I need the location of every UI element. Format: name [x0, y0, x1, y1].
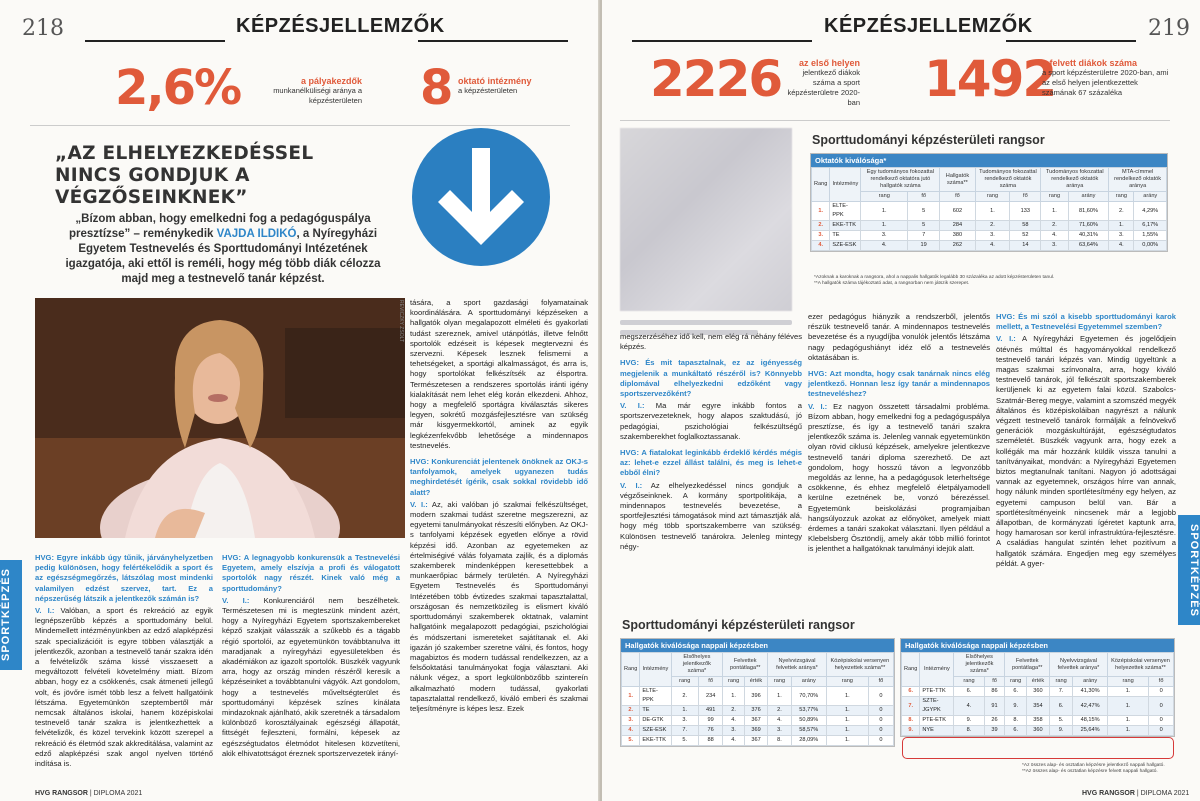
- page-number: 219: [1148, 16, 1190, 41]
- value-cell: 4.: [954, 697, 984, 716]
- footnote-2: **Az összes alap- és osztatlan képzésre felvett nappali hallgató.: [1022, 769, 1158, 774]
- value-cell: 9.: [1049, 726, 1072, 736]
- column-header: Középiskolai versenyen helyezettek száma**: [1107, 653, 1173, 677]
- value-cell: 5: [908, 221, 940, 231]
- value-cell: 1,55%: [1134, 231, 1167, 241]
- footer-brand: HVG RANGSOR: [1082, 790, 1135, 797]
- column-subheader: rang: [1109, 192, 1134, 202]
- column-subheader: rang: [954, 677, 984, 687]
- photo-credit: REVICZKY ZSOLT: [398, 300, 404, 343]
- value-cell: 354: [1026, 697, 1049, 716]
- interview-question: HVG: Azt mondta, hogy csak tanárnak nincs elég jelentkező. Honnan lesz így tanár a mindennapos testneveléshez?: [808, 369, 990, 399]
- rank-cell: 3.: [622, 716, 640, 726]
- value-cell: 0: [868, 726, 893, 736]
- value-cell: 1.: [1107, 726, 1148, 736]
- table-footnote: [814, 275, 1164, 287]
- column-header: Rang: [622, 653, 640, 687]
- column-header: Rang: [902, 653, 920, 687]
- interview-answer: [410, 500, 588, 714]
- stat-value: 2,6%: [115, 60, 241, 116]
- value-cell: 0: [1149, 687, 1174, 697]
- table-row: [812, 231, 1167, 241]
- stat-value: 1492: [924, 50, 1056, 108]
- students-table-right: [901, 652, 1174, 736]
- value-cell: 8.: [954, 726, 984, 736]
- table-row: [622, 736, 894, 746]
- answer-speaker: V. I.:: [808, 401, 828, 411]
- institution-cell: EKE-TTK: [640, 736, 671, 746]
- ranking-table-students-left: [620, 638, 895, 747]
- value-cell: 4,29%: [1134, 202, 1167, 221]
- value-cell: 1.: [1041, 202, 1068, 221]
- value-cell: 7: [908, 231, 940, 241]
- value-cell: 5.: [671, 736, 698, 746]
- interview-answer: [35, 606, 213, 769]
- value-cell: 39: [984, 726, 1005, 736]
- stat-label-text: a képzésterületen: [458, 86, 518, 95]
- answer-speaker: V. I.:: [222, 595, 250, 605]
- value-cell: 2.: [768, 706, 792, 716]
- stat-label-text: munkanélküliségi aránya a képzésterületen: [273, 86, 362, 105]
- column-subheader: fő: [1149, 677, 1174, 687]
- article-column-2: [222, 553, 400, 761]
- article-column-1: [35, 553, 213, 771]
- rank-cell: 2.: [812, 221, 830, 231]
- institution-cell: NYE: [920, 726, 954, 736]
- footer-edition: DIPLOMA 2021: [1140, 790, 1190, 797]
- interview-question: HVG: Konkurenciát jelentenek önöknek az OKJ-s tanfolyamok, amelyek ugyanezen tudás meghirdetését ígérik, csak sokkal rövidebb idő alatt?: [410, 457, 588, 497]
- column-header: MTA-címmel rendelkező oktatók aránya: [1109, 168, 1167, 192]
- value-cell: 1.: [826, 726, 868, 736]
- value-cell: 4.: [975, 241, 1010, 251]
- answer-text: Ez nagyon összetett társadalmi probléma. Bízom abban, hogy emelkedni fog a pedagóguspálya presztízse, és így a testnevelő tanári szakra jelentkezők száma is. Jelenleg vannak egyetemünkön olyan rövid ciklusú képzések, amelyekre jelentkezve testnevelő tanári diploma szerezhető. De azt gondolom, hogy hosszú távon a legvonzóbb megoldás az lenne, ha a pedagógusok leterheltsége csökkenne, és ehhez megfelelő életpályamodell kerülne ezetnének be, vonzó bérezéssel. Egyetemünk beiskolázási programjaiban hangsúlyozzuk azokat az előnyöket, amelyek miatt érdemes a tanári szakokat választani. Ilyen például a Klebelsberg Ösztöndíj, amely akár több millió forintot is jelenthet a hallgatóknak tanulmányi idejük alatt.: [808, 401, 990, 554]
- column-subheader: fő: [698, 677, 722, 687]
- column-subheader: rang: [1041, 192, 1068, 202]
- footnote-1: *Az összes alap- és osztatlan képzésre jelentkező nappali hallgató.: [1022, 763, 1165, 768]
- ranking-title: Sporttudományi képzésterületi rangsor: [622, 618, 855, 632]
- faculty-table: [811, 167, 1167, 251]
- rank-cell: 1.: [812, 202, 830, 221]
- right-page: [602, 0, 1200, 801]
- faculty-table-body: [812, 202, 1167, 251]
- value-cell: 14: [1010, 241, 1041, 251]
- value-cell: 40,31%: [1068, 231, 1109, 241]
- value-cell: 1.: [861, 202, 908, 221]
- table-row: [812, 202, 1167, 221]
- rank-cell: 9.: [902, 726, 920, 736]
- value-cell: 76: [698, 726, 722, 736]
- value-cell: 48,15%: [1073, 716, 1108, 726]
- value-cell: 86: [984, 687, 1005, 697]
- value-cell: 41,30%: [1073, 687, 1108, 697]
- value-cell: 1.: [826, 687, 868, 706]
- answer-text: Az elhelyezkedéssel nincs gondjuk a végzőseinknek. A kormány sportpolitikája, a mindennapos testnevelés bevezetése, a sportfejlesztési támogatások mind azt támasztják alá, hogy még több sportszakemberre van szükség. Különösen testnevelő tanárokra. Jelenleg mintegy négy-: [620, 480, 802, 551]
- answer-text: Ma már egyre inkább fontos a sportszervezeteknek, hogy alapos szaktudású, jó pedagógiai, pszichológiai felkészültségű szakemberekhet foglalkoztassanak.: [620, 401, 802, 441]
- column-subheader: rang: [1005, 677, 1026, 687]
- value-cell: 6.: [1005, 726, 1026, 736]
- value-cell: 3.: [671, 716, 698, 726]
- highlight-nye-row: [902, 737, 1174, 759]
- value-cell: 6.: [954, 687, 984, 697]
- value-cell: 1.: [768, 687, 792, 706]
- column-subheader: rang: [861, 192, 908, 202]
- value-cell: 3.: [1109, 231, 1134, 241]
- column-header: Tudományos fokozattal rendelkező oktatók száma: [975, 168, 1041, 192]
- column-subheader: arány: [791, 677, 826, 687]
- value-cell: 491: [698, 706, 722, 716]
- value-cell: 6.: [1049, 697, 1072, 716]
- stat-label-bold: a felvett diákok száma: [1042, 58, 1138, 68]
- column-header: Felvettek pontátlaga**: [1005, 653, 1049, 677]
- value-cell: 0: [868, 706, 893, 716]
- value-cell: 234: [698, 687, 722, 706]
- header-rule: [632, 40, 812, 42]
- column-header: Intézmény: [640, 653, 671, 687]
- value-cell: 0: [1149, 697, 1174, 716]
- value-cell: 2.: [1109, 202, 1134, 221]
- column-header: Elsőhelyes jelentkezők száma*: [671, 653, 723, 677]
- value-cell: 8.: [768, 736, 792, 746]
- interview-answer: [222, 596, 400, 759]
- article-paragraph: tására, a sport gazdasági folyamatainak koordinálására. A sporttudományi képzéseken a hallgatók olyan megalapozott elméleti és gyakorlati tudást szereznek, amivel utánpótlás, illetve felnőtt sportolók edzéseit is képesek megtervezni és szervezni. Képesek lesznek felismerni a tehetségeket, a sportági alkalmasságot, és arra is, hogy sportolókat felkészítsék az élsportra. Természetesen a rendszeres sportolás iránti igény kialakítását nem lehet elég korán elkezdeni. Ahhoz, hogy a megfelelő sportágra kiválasztás sikeres legyen, sokrétű mozgásfejlesztésre van szükség már kisgyermekkortól, aminek az egyik legkézenfekvőbb lehetősége a mindennapos testnevelés.: [410, 298, 588, 450]
- value-cell: 1.: [1107, 697, 1148, 716]
- value-cell: 4.: [768, 716, 792, 726]
- value-cell: 1.: [861, 221, 908, 231]
- section-side-tab: SPORTKÉPZÉS: [1178, 515, 1200, 625]
- institution-cell: EKE-TTK: [830, 221, 861, 231]
- footer-brand: HVG RANGSOR: [35, 790, 88, 797]
- institution-cell: ELTE-PPK: [830, 202, 861, 221]
- institution-cell: SZTE-JGYPK: [920, 697, 954, 716]
- page-footer: HVG RANGSOR | DIPLOMA 2021: [1082, 790, 1190, 797]
- value-cell: 3.: [768, 726, 792, 736]
- section-header: KÉPZÉSJELLEMZŐK: [236, 15, 445, 37]
- institution-cell: SZE-ESK: [640, 726, 671, 736]
- institution-cell: DE-GTK: [640, 716, 671, 726]
- value-cell: 4.: [1041, 231, 1068, 241]
- table-row: [902, 716, 1174, 726]
- students-table-left-body: [622, 687, 894, 746]
- institution-cell: ELTE-PPK: [640, 687, 671, 706]
- footnote-2: **A hallgatók száma tájékoztató adat, a rangsorban nem játszik szerepet.: [814, 281, 970, 286]
- column-subheader: arány: [1068, 192, 1109, 202]
- stat-value: 2226: [650, 50, 782, 108]
- interview-question: HVG: A legnagyobb konkurensük a Testnevelési Egyetem, amely elszívja a profi és válogatott sportolók nagy részét. Kinek való még a sporttudomány?: [222, 553, 400, 593]
- article-headline: „AZ ELHELYEZKEDÉSSEL NINCS GONDJUK A VÉGZŐSEINKNEK”: [55, 143, 314, 208]
- column-subheader: érték: [744, 677, 767, 687]
- value-cell: 28,09%: [791, 736, 826, 746]
- value-cell: 376: [744, 706, 767, 716]
- stat-label: [1042, 58, 1172, 98]
- value-cell: 7.: [671, 726, 698, 736]
- article-column-b: [808, 312, 990, 557]
- value-cell: 1.: [1109, 221, 1134, 231]
- interview-question: HVG: A fiatalokat leginkább érdeklő kérdés mégis az: lehet-e ezzel állást találni, és meg is lehet-e ebből élni?: [620, 448, 802, 478]
- value-cell: 3.: [1041, 241, 1068, 251]
- table-subtitle: Hallgatók kiválósága nappali képzésben: [901, 639, 1174, 652]
- value-cell: 25,64%: [1073, 726, 1108, 736]
- value-cell: 367: [744, 736, 767, 746]
- value-cell: 9.: [954, 716, 984, 726]
- value-cell: 284: [940, 221, 975, 231]
- stat-label-bold: oktató intézmény: [458, 76, 532, 86]
- value-cell: 1.: [671, 706, 698, 716]
- column-header: Középiskolai versenyen helyezettek száma**: [826, 653, 893, 677]
- column-header: Nyelvvizsgával felvettek aránya*: [1049, 653, 1107, 677]
- section-side-tab: SPORTKÉPZÉS: [0, 560, 22, 670]
- institution-cell: TE: [640, 706, 671, 716]
- column-header: Tudományos fokozattal rendelkező oktatók aránya: [1041, 168, 1109, 192]
- value-cell: 0: [868, 687, 893, 706]
- interviewee-name: VAJDA ILDIKÓ: [216, 228, 297, 240]
- rank-cell: 7.: [902, 697, 920, 716]
- interview-question: HVG: És mi szól a kisebb sporttudományi karok mellett, a Testnevelési Egyetemmel szemben?: [996, 312, 1176, 332]
- column-header: Egy tudományos fokozattal rendelkező oktatóra jutó hallgatók száma: [861, 168, 940, 192]
- column-header: Elsőhelyes jelentkezők száma*: [954, 653, 1005, 677]
- value-cell: 1.: [1107, 687, 1148, 697]
- students-table-right-body: [902, 687, 1174, 736]
- column-subheader: rang: [826, 677, 868, 687]
- column-header: Nyelvvizsgával felvettek aránya*: [768, 653, 827, 677]
- ranking-table-students-right: [900, 638, 1175, 737]
- value-cell: 58: [1010, 221, 1041, 231]
- value-cell: 52: [1010, 231, 1041, 241]
- value-cell: 1.: [975, 202, 1010, 221]
- blurred-advertisement: [620, 128, 792, 311]
- value-cell: 63,64%: [1068, 241, 1109, 251]
- column-subheader: arány: [1134, 192, 1167, 202]
- value-cell: 2.: [671, 687, 698, 706]
- students-table-left: [621, 652, 894, 746]
- value-cell: 602: [940, 202, 975, 221]
- value-cell: 380: [940, 231, 975, 241]
- column-subheader: fő: [984, 677, 1005, 687]
- rank-cell: 8.: [902, 716, 920, 726]
- value-cell: 71,60%: [1068, 221, 1109, 231]
- table-row: [622, 687, 894, 706]
- ranking-title: Sporttudományi képzésterületi rangsor: [812, 133, 1045, 147]
- value-cell: 7.: [1049, 687, 1072, 697]
- article-column-c: [996, 312, 1176, 571]
- article-paragraph: ezer pedagógus hiányzik a rendszerből, jelentős részük testnevelő tanár. A mindennapos testnevelés bevezetése és a nyugdíjba vonulók jelentős létszáma nagy pedagógushiányt idéz elő a testnevelés oktatásában is.: [808, 312, 990, 362]
- table-row: [622, 706, 894, 716]
- header-rule: [1006, 40, 1136, 42]
- value-cell: 3.: [861, 231, 908, 241]
- page-number: 218: [22, 16, 64, 41]
- value-cell: 133: [1010, 202, 1041, 221]
- table-subtitle: Oktatók kiválósága*: [811, 154, 1167, 167]
- article-column-3: [410, 298, 588, 716]
- stat-label-bold: az első helyen: [798, 58, 860, 68]
- stat-label: [458, 76, 578, 96]
- value-cell: 0: [1149, 726, 1174, 736]
- answer-speaker: V. I.:: [410, 499, 428, 509]
- table-subtitle: Hallgatók kiválósága nappali képzésben: [621, 639, 894, 652]
- article-lede: [58, 212, 388, 287]
- value-cell: 358: [1026, 716, 1049, 726]
- page-footer: HVG RANGSOR | DIPLOMA 2021: [35, 790, 143, 797]
- column-header: Intézmény: [830, 168, 861, 202]
- column-subheader: fő: [940, 192, 975, 202]
- ranking-table-faculty: [810, 153, 1168, 252]
- answer-speaker: V. I.:: [35, 606, 55, 616]
- institution-cell: SZE-ESK: [830, 241, 861, 251]
- lede-text: „Bízom abban, hogy emelkedni fog a pedagóguspálya presztízse” – reménykedik: [68, 213, 371, 240]
- column-subheader: érték: [1026, 677, 1049, 687]
- rank-cell: 1.: [622, 687, 640, 706]
- column-subheader: rang: [723, 677, 745, 687]
- interview-question: HVG: És mit tapasztalnak, ez az igényesség megjelenik a munkáltató részéről is? Könnyebb diplomával elhelyezkedni edzőként vagy sportszervezőként?: [620, 358, 802, 399]
- rank-cell: 4.: [622, 726, 640, 736]
- rank-cell: 6.: [902, 687, 920, 697]
- value-cell: 2.: [975, 221, 1010, 231]
- value-cell: 6,17%: [1134, 221, 1167, 231]
- stat-value: 8: [420, 60, 452, 116]
- value-cell: 91: [984, 697, 1005, 716]
- institution-cell: PTE-TTK: [920, 687, 954, 697]
- table-row: [622, 726, 894, 736]
- value-cell: 1.: [723, 687, 745, 706]
- column-subheader: rang: [768, 677, 792, 687]
- table-row: [902, 687, 1174, 697]
- value-cell: 2.: [723, 706, 745, 716]
- header-rule: [85, 40, 225, 42]
- value-cell: 50,89%: [791, 716, 826, 726]
- value-cell: 5.: [1049, 716, 1072, 726]
- answer-text: Konkurenciáról nem beszélhetek. Természetesen mi is megteszünk mindent azért, hogy a Nyíregyházi Egyetem sportszakembereket képző szakjait válasszák a szűkebb és a tágabb régió sportolói, az egyetemünkön továbbtanulva itt maradjanak a nyíregyházi egyesületekben és akadémiákon az igazolt sportolók. Büszkék vagyunk arra, hogy az ország minden részéről keresik a képzéseinket a továbbtanulni vágyók. Azt gondolom, hogy a testnevelés műveltségterület és sporttudományi képzések színes kínálata mindazoknak ajánlható, akik szeretnék a társadalom különböző korosztályainak egészségi állapotát, fittségét fejleszteni, formálni, képesek az egészségtudatos életmódot hitelesen közvetíteni, akik elhivatottságot éreznek sportszervezetek irányí-: [222, 595, 400, 758]
- header-rule: [418, 40, 568, 42]
- institution-cell: PTE-ETK: [920, 716, 954, 726]
- footer-edition: DIPLOMA 2021: [93, 790, 143, 797]
- column-header: Intézmény: [920, 653, 954, 687]
- answer-text: Valóban, a sport és rekreáció az egyik legnépszerűbb képzés a sporttudomány belül. Mindemellett intézményünkben az edző alapképzési szak specializációit is egyre többen választják a jelentkezők, azonban a testnevelő tanár szakra idén a felvételizők száma kissé visszaesett a megváltozott felvételi követelmény miatt. Bízom abban, hogy ez a csökkenés, csak átmeneti jellegű volt, és jövőre ismét több lesz a felvett hallgatóink létszáma. Egyetemünkön szeptembertől már nemcsak általános iskolai, hanem középiskolai testnevelő tanár szakra is jelentkezhettek a felvételizők, és közel tervekink között szerepel a rekreáció és életmód szak akkreditálása, valamint az edző alapképzési szak angol nyelven történő indítása is.: [35, 606, 213, 769]
- value-cell: 42,47%: [1073, 697, 1108, 716]
- answer-text: Az, aki valóban jó szakmai felkészültséget, modern szakmai tudást szeretne megszerezni, az egyetemi tanulmányokat részesíti előnyben. Az OKJ-s tanfolyami képzések egyetlen előnye a rövid képzési idő. Azonban az egyetemeken az értelmiségivé válás folyamata zajlik, és a diplomás szakemberek mindenképpen keresettebbek a munkaerőpiac bármely területén. A Nyíregyházi Egyetem Testnevelés és Sporttudományi Intézetében több évtizedes szakmai tapasztalattal, országosan és nemzetközileg is elismert kiváló sporttudományi szakemberek oktatnak, valamint hallgatóink megalapozott pedagógiai, pszichológiai és módszertani ismereteket sajátítanak el. Aki igazán jó szakember szeretne válni, és fontos, hogy magabiztos és modern tudással rendelkezzen, az a felsőoktatási tanulmányokat fogja választani. Aki nálunk végez, a sport legkülönbözőbb szintereín alkalmazható modern tudással, gyakorlati tapasztalattal rendelkező, kiváló emberi és szakmai teljesítményre is képes lesz. Ezek: [410, 499, 588, 713]
- value-cell: 4.: [723, 736, 745, 746]
- answer-speaker: V. I.:: [620, 480, 643, 490]
- interview-answer: [620, 481, 802, 552]
- column-subheader: rang: [1107, 677, 1148, 687]
- column-subheader: fő: [1010, 192, 1041, 202]
- column-subheader: rang: [1049, 677, 1072, 687]
- divider: [30, 125, 570, 126]
- stat-label-text: jelentkező diákok száma a sport képzésterületre 2020-ban: [787, 68, 860, 107]
- value-cell: 0: [868, 736, 893, 746]
- value-cell: 262: [940, 241, 975, 251]
- rank-cell: 2.: [622, 706, 640, 716]
- down-arrow-icon: [412, 128, 550, 266]
- table-row: [812, 241, 1167, 251]
- value-cell: 360: [1026, 726, 1049, 736]
- value-cell: 1.: [1107, 716, 1148, 726]
- value-cell: 369: [744, 726, 767, 736]
- table-footnote: [1022, 763, 1182, 775]
- stat-label-text: a sport képzésterületre 2020-ban, ami az első helyen jelentkezettek számának 67 százaléka: [1042, 68, 1169, 97]
- value-cell: 81,60%: [1068, 202, 1109, 221]
- column-subheader: arány: [1073, 677, 1108, 687]
- stat-label: [780, 58, 860, 108]
- value-cell: 1.: [826, 736, 868, 746]
- column-subheader: rang: [975, 192, 1010, 202]
- article-column-a: [620, 332, 802, 554]
- table-row: [902, 697, 1174, 716]
- value-cell: 99: [698, 716, 722, 726]
- value-cell: 1.: [826, 706, 868, 716]
- value-cell: 88: [698, 736, 722, 746]
- portrait-photo: [35, 298, 405, 538]
- value-cell: 6.: [1005, 687, 1026, 697]
- value-cell: 0: [868, 716, 893, 726]
- section-header: KÉPZÉSJELLEMZŐK: [824, 15, 1033, 37]
- value-cell: 367: [744, 716, 767, 726]
- interview-answer: [620, 401, 802, 442]
- value-cell: 4.: [861, 241, 908, 251]
- value-cell: 19: [908, 241, 940, 251]
- value-cell: 58,57%: [791, 726, 826, 736]
- column-subheader: rang: [671, 677, 698, 687]
- stat-label-bold: a pályakezdők: [300, 76, 362, 86]
- column-header: Felvettek pontátlaga**: [723, 653, 768, 677]
- value-cell: 396: [744, 687, 767, 706]
- table-row: [902, 726, 1174, 736]
- footnote-1: *Azoknak a karoknak a rangsora, ahol a nappalis hallgatók legalább 30 százaléka az adott képzésterületen tanul.: [814, 275, 1055, 280]
- rank-cell: 4.: [812, 241, 830, 251]
- value-cell: 53,77%: [791, 706, 826, 716]
- answer-text: A Nyíregyházi Egyetemen és jogelődjein ötévnés múlttal és hagyományokkal rendelkező testnevelő tanári képzés van. Mindig ügyeltünk a magas szakmai színvonalra, arra, hogy kiváló testnevelő tanárok, jól felkészült sportszakemberek kerüljenek ki az egyetem falai közül. Szabolcs-Szatmár-Bereg megye, valamint a szomszéd megyék általános és középiskoláiban nagyrészt a nálunk végzett testnevelő tanárok formálják a felnövekvő generációk mozgáskultúráját, egészségtudatos személetét. Büszkék vagyunk arra, hogy ezek a kollégák ma már hozzánk küldik vissza tanulni a tanítványaikat, mondván: a Nyíregyházi Egyetemen biztos megtanulnak tanítani. Nagyon jó adottságai vannak az egyetemnek, országos hírre van annak, hogy nálunk minden sportlétesítmény egy helyen, az egyetemi campuson belül van. Bár a sportlétesítményeink nincsenek már a legjobb állapotban, de kormányzati ígéretet kaptunk arra, hogy hamarosan sor kerül infrastruktúra-fejlesztésre. A családias hangulat szintén lehet pozitívum a hallgatók számára. Engedjen meg egy személyes példát. A gyer-: [996, 334, 1176, 568]
- value-cell: 4.: [723, 716, 745, 726]
- value-cell: 5: [908, 202, 940, 221]
- lede-text: , a Nyíregyházi Egyetem Testnevelés és Sporttudományi Intézetének igazgatója, aki ettől is reméli, hogy még több diák célozza majd meg a testnevelő tanár képzést.: [65, 228, 381, 285]
- interview-answer: [808, 402, 990, 555]
- value-cell: 8.: [1005, 716, 1026, 726]
- value-cell: 26: [984, 716, 1005, 726]
- answer-speaker: V. I.:: [620, 401, 645, 411]
- column-header: Hallgatók száma**: [940, 168, 975, 192]
- value-cell: 360: [1026, 687, 1049, 697]
- value-cell: 4.: [1109, 241, 1134, 251]
- table-row: [622, 716, 894, 726]
- value-cell: 3.: [723, 726, 745, 736]
- value-cell: 1.: [826, 716, 868, 726]
- value-cell: 3.: [975, 231, 1010, 241]
- value-cell: 9.: [1005, 697, 1026, 716]
- rank-cell: 3.: [812, 231, 830, 241]
- value-cell: 0: [1149, 716, 1174, 726]
- stat-label: [242, 76, 362, 106]
- table-row: [812, 221, 1167, 231]
- interview-question: HVG: Egyre inkább úgy tűnik, járványhelyzetben pedig különösen, hogy felértékelődik a sport és az egészségmegőrzés, látszólag most mindenki valamilyen edzést szervez, tart. Ez a népszerűség látszik a jelentkezők számán is?: [35, 553, 213, 603]
- rank-cell: 5.: [622, 736, 640, 746]
- answer-speaker: V. I.:: [996, 334, 1016, 344]
- value-cell: 2.: [1041, 221, 1068, 231]
- value-cell: 0,00%: [1134, 241, 1167, 251]
- article-paragraph: megszerzéséhez idő kell, nem elég rá néhány féléves képzés.: [620, 332, 802, 352]
- column-header: Rang: [812, 168, 830, 202]
- column-subheader: fő: [908, 192, 940, 202]
- institution-cell: TE: [830, 231, 861, 241]
- interview-answer: [996, 334, 1176, 569]
- divider: [620, 120, 1170, 121]
- value-cell: 70,70%: [791, 687, 826, 706]
- column-subheader: fő: [868, 677, 893, 687]
